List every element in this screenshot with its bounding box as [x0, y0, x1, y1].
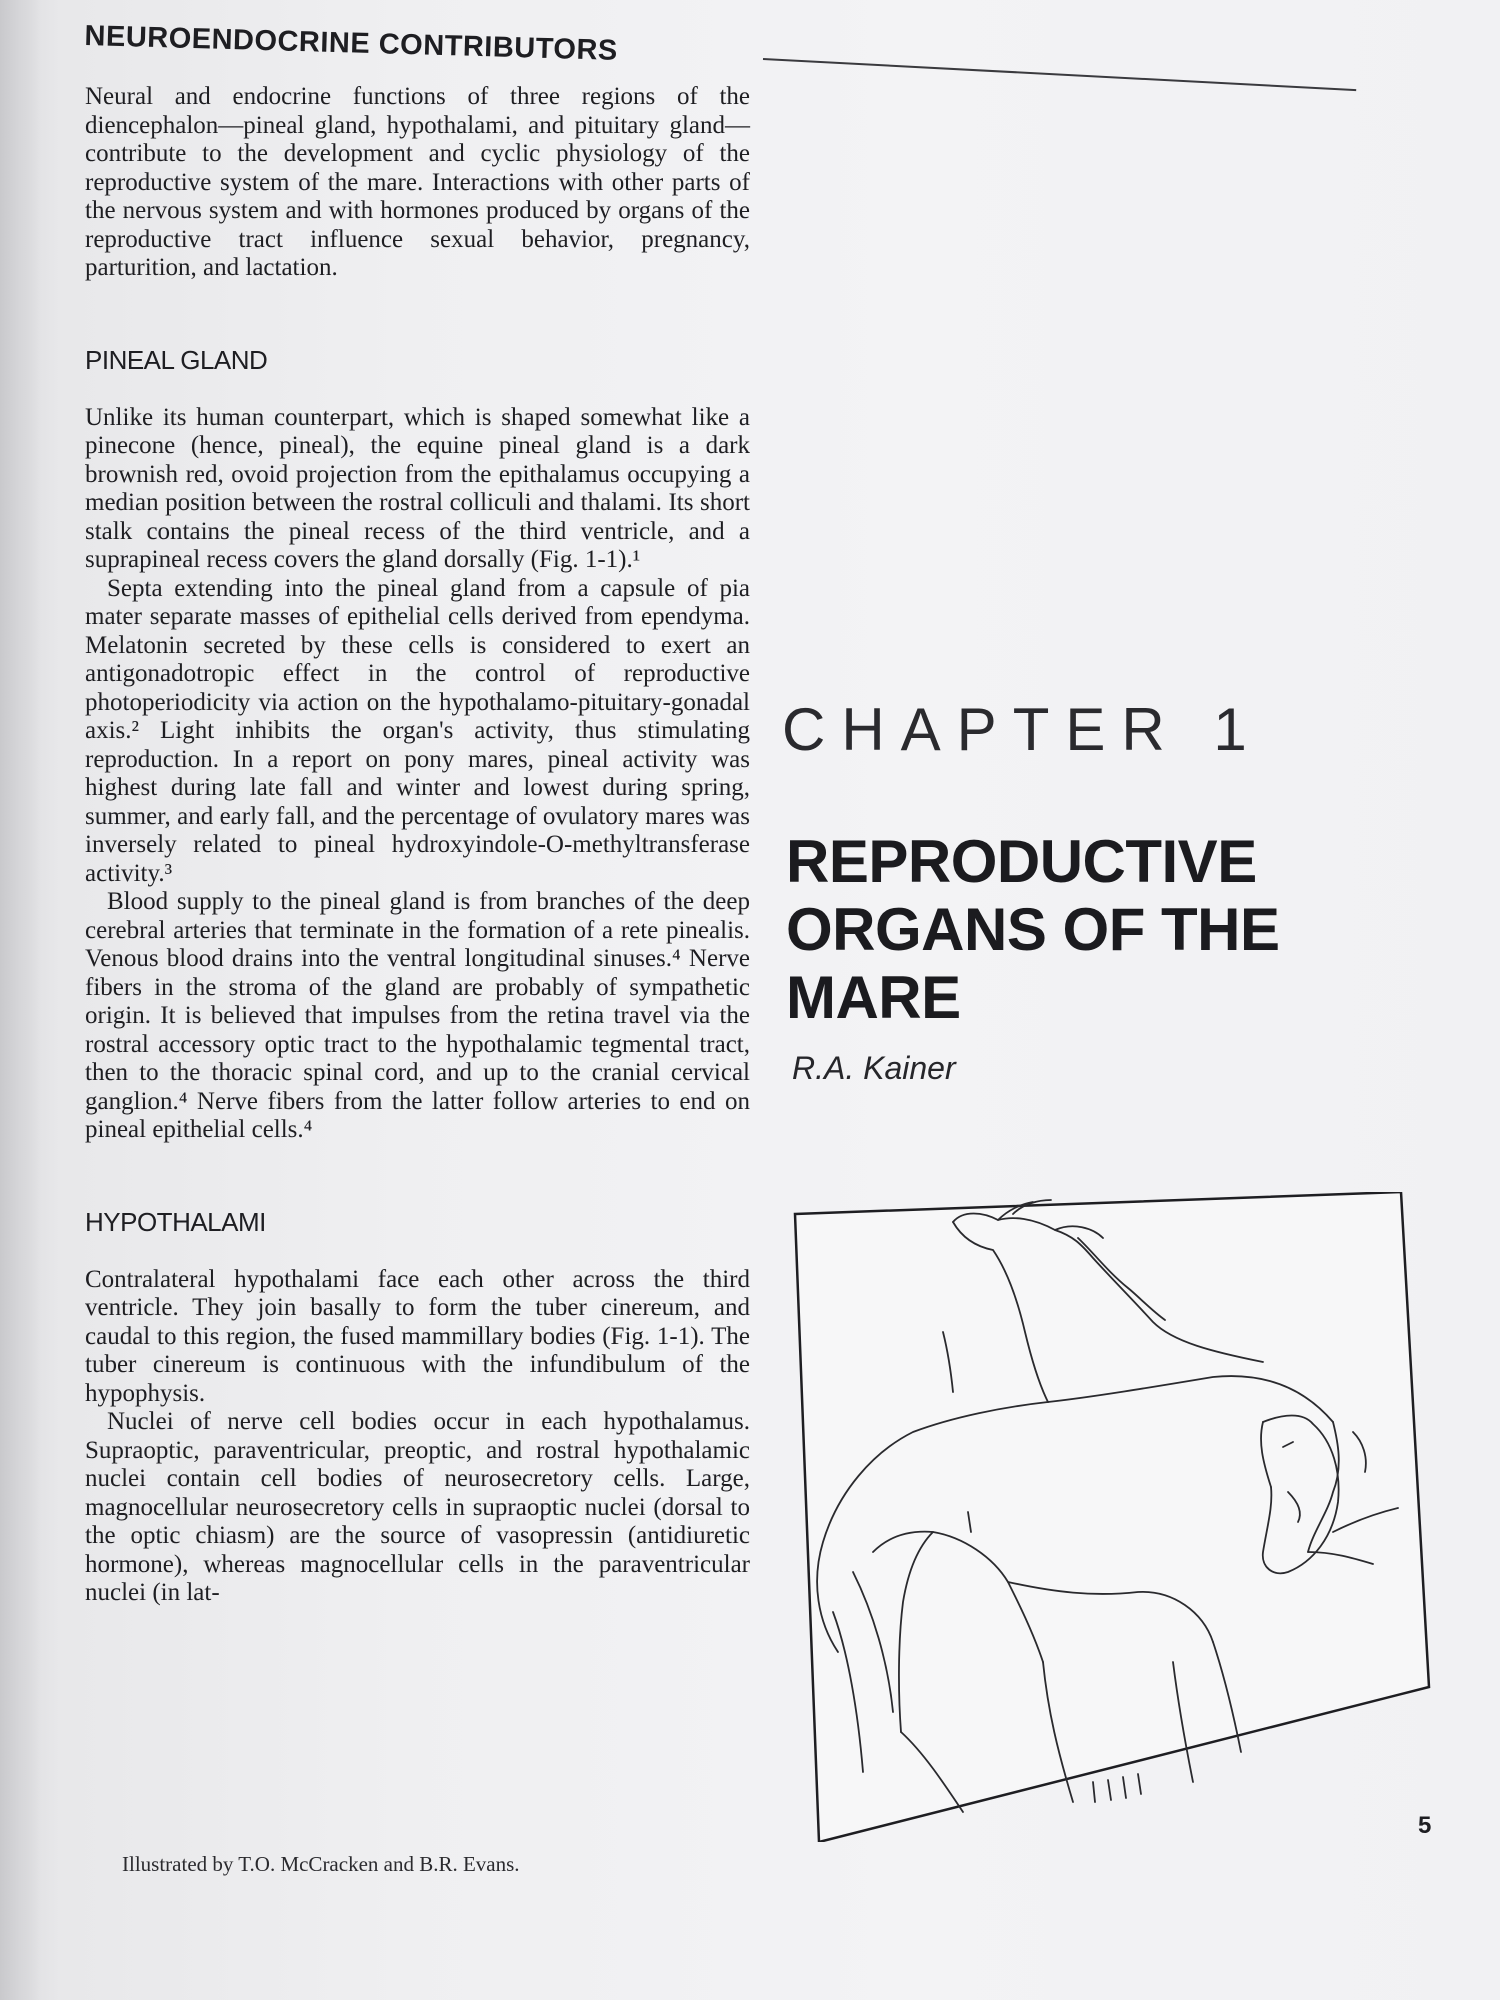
pineal-paragraph-1: Unlike its human counterpart, which is shaped somewhat like a pinecone (hence, pineal), the equine pineal gland is a dark brownish red, ovoid projection from the epithalamus occupying a median position between the rostral colliculi and thalami. Its short stalk contains the pineal recess of the third ventricle, and a suprapineal recess covers the gland dorsally (Fig. 1-1).¹	[85, 403, 750, 573]
chapter-label: CHAPTER 1	[782, 696, 1263, 763]
chapter-author: R.A. Kainer	[792, 1050, 956, 1086]
pineal-paragraph-3: Blood supply to the pineal gland is from branches of the deep cerebral arteries that terminate in the formation of a rete pinealis. Venous blood drains into the ventral longitudinal sinuses.⁴ Nerve fibers in the stroma of the gland are probably of sympathetic origin. It is believed that impulses from the retina travel via the rostral accessory optic tract to the hypothalamic tegmental tract, then to the thoracic spinal cord, and up to the cranial cervical ganglion.⁴ Nerve fibers from the latter follow arteries to end on pineal epithelial cells.⁴	[85, 888, 750, 1143]
hypothalami-heading: HYPOTHALAMI	[85, 1206, 266, 1237]
intro-block	[85, 83, 750, 283]
section-title: NEUROENDOCRINE CONTRIBUTORS	[84, 20, 619, 67]
chapter-title	[786, 828, 1346, 1032]
hypothalami-paragraph-1: Contralateral hypothalami face each other across the third ventricle. They join basally to form the tuber cinereum, and caudal to this region, the fused mammillary bodies (Fig. 1-1). The tuber cinereum is continuous with the infundibulum of the hypophysis.	[85, 1265, 750, 1407]
chapter-title-line-3: MARE	[786, 964, 961, 1031]
header-rule	[763, 58, 1356, 91]
hypothalami-section	[85, 1207, 750, 1608]
page-number: 5	[1418, 1812, 1432, 1839]
chapter-title-line-1: REPRODUCTIVE	[786, 828, 1257, 895]
pineal-paragraph-2: Septa extending into the pineal gland from a capsule of pia mater separate masses of epithelial cells derived from ependyma. Melatonin secreted by these cells is considered to exert an antigonadotropic effect in the control of reproductive photoperiodicity via action on the hypothalamo-pituitary-gonadal axis.² Light inhibits the organ's activity, thus stimulating reproduction. In a report on pony mares, pineal activity was highest during late fall and winter and lowest during spring, summer, and early fall, and the percentage of ovulatory mares was inversely related to pineal hydroxyindole-O-methyltransferase activity.³	[85, 574, 750, 887]
left-column	[85, 20, 750, 1670]
pineal-heading: PINEAL GLAND	[85, 344, 268, 375]
hypothalami-paragraph-2: Nuclei of nerve cell bodies occur in each hypothalamus. Supraoptic, paraventricular, preoptic, and rostral hypothalamic nuclei contain cell bodies of neurosecretory cells. Large, magnocellular neurosecretory cells in supraoptic nuclei (dorsal to the optic chiasm) are the source of vasopressin (antidiuretic hormone), whereas magnocellular cells in the paraventricular nuclei (in lat-	[85, 1408, 750, 1606]
pineal-section	[85, 345, 750, 1145]
intro-paragraph: Neural and endocrine functions of three regions of the diencephalon—pineal gland, hypothalami, and pituitary gland—contribute to the development and cyclic physiology of the reproductive system of the mare. Interactions with other parts of the nervous system and with hormones produced by organs of the reproductive tract influence sexual behavior, pregnancy, parturition, and lactation.	[85, 83, 750, 281]
horse-mare-and-foal-drawing-icon	[793, 1192, 1438, 1842]
illustration-credit: Illustrated by T.O. McCracken and B.R. Evans.	[122, 1852, 520, 1876]
chapter-title-line-2: ORGANS OF THE	[786, 896, 1280, 963]
page-gutter	[0, 0, 40, 2000]
